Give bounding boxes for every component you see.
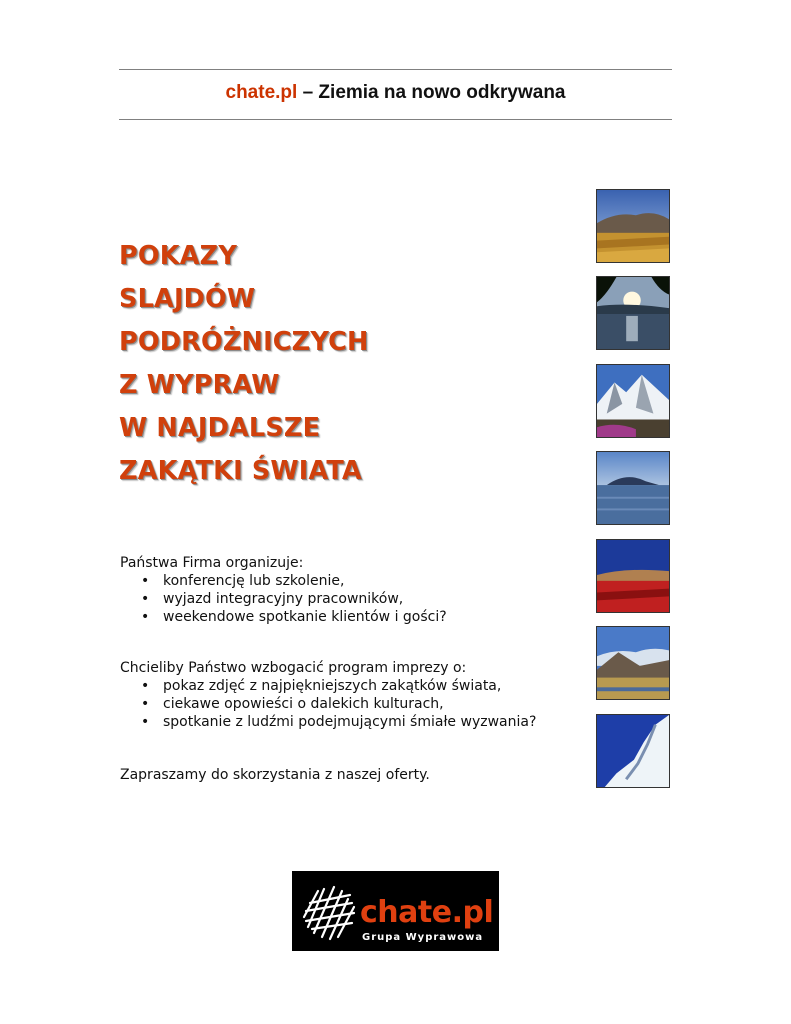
title-line: POKAZY	[119, 241, 238, 271]
page-header	[119, 82, 672, 104]
title-line: SLAJDÓW	[119, 284, 256, 314]
closing-text: Zapraszamy do skorzystania z naszej oferty.	[120, 767, 430, 783]
landscape-photo-snow-peaks	[596, 364, 670, 438]
program-section	[120, 659, 536, 731]
program-intro: Chcieliby Państwo wzbogacić program imprezy o:	[120, 660, 467, 676]
header-top-rule	[119, 69, 672, 70]
list-item: • wyjazd integracyjny pracowników,	[163, 590, 447, 608]
landscape-photo-grassland	[596, 189, 670, 263]
landscape-photo-lake	[596, 451, 670, 525]
closing-section	[120, 766, 430, 784]
title-line: ZAKĄTKI ŚWIATA	[119, 456, 362, 486]
list-item: • weekendowe spotkanie klientów i gości?	[163, 608, 447, 626]
main-title	[119, 235, 369, 493]
header-brand: chate.pl	[225, 82, 298, 103]
landscape-photo-ice-ridge	[596, 714, 670, 788]
title-line: PODRÓŻNICZYCH	[119, 327, 369, 357]
title-line: Z WYPRAW	[119, 370, 280, 400]
offer-list	[120, 572, 447, 626]
title-line: W NAJDALSZE	[119, 413, 321, 443]
landscape-photo-mountain-meadow	[596, 626, 670, 700]
program-list	[120, 677, 536, 731]
list-item: • ciekawe opowieści o dalekich kulturach,	[163, 695, 536, 713]
list-item: • konferencję lub szkolenie,	[163, 572, 447, 590]
landscape-photo-red-field	[596, 539, 670, 613]
header-tagline: – Ziemia na nowo odkrywana	[297, 82, 566, 103]
logo-subtitle: Grupa Wyprawowa	[362, 932, 484, 943]
offer-section	[120, 554, 447, 626]
list-item: • pokaz zdjęć z najpiękniejszych zakątków świata,	[163, 677, 536, 695]
header-bottom-rule	[119, 119, 672, 120]
globe-stripes-icon	[300, 881, 358, 941]
list-item: • spotkanie z ludźmi podejmującymi śmiałe wyzwania?	[163, 713, 536, 731]
company-logo	[292, 871, 499, 951]
landscape-photo-sunset	[596, 276, 670, 350]
offer-intro: Państwa Firma organizuje:	[120, 555, 304, 571]
logo-brand-name: chate.pl	[360, 895, 494, 930]
